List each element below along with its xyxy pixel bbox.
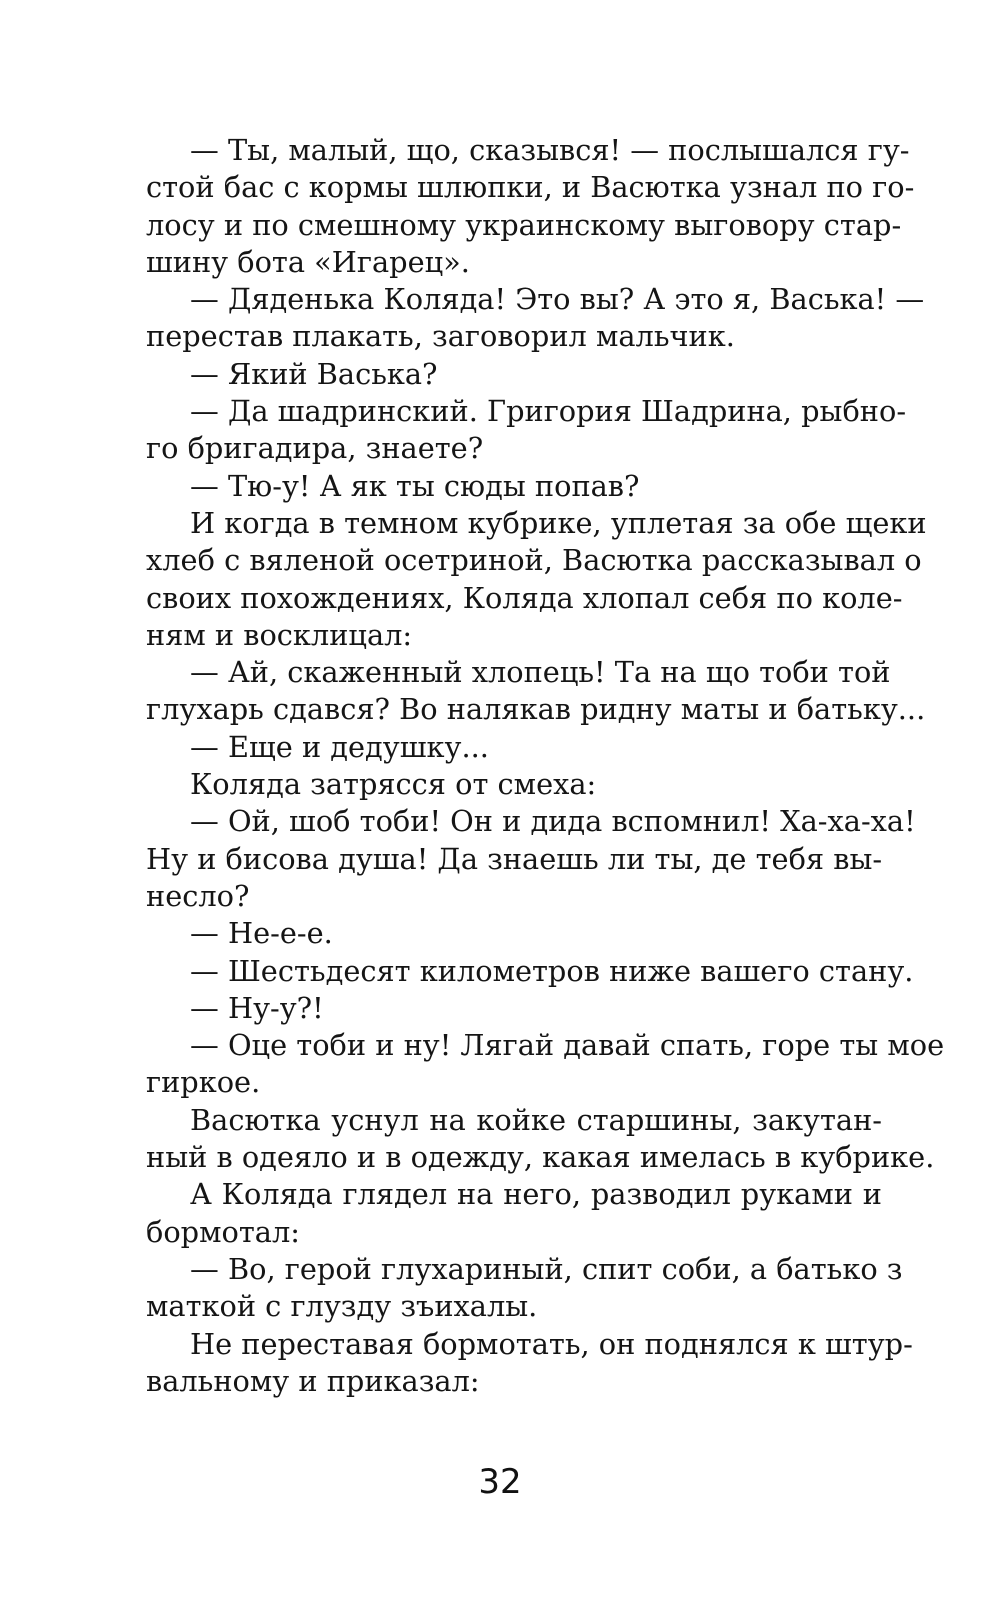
text-line: И когда в темном кубрике, уплетая за обе щеки [190, 505, 927, 540]
text-line: перестав плакать, заговорил мальчик. [146, 319, 735, 354]
text-line: бормотал: [146, 1214, 300, 1249]
text-line: А Коляда глядел на него, разводил руками и [190, 1177, 882, 1212]
text-line: — Шестьдесят километров ниже вашего стану. [190, 953, 914, 988]
text-line: го бригадира, знаете? [146, 431, 484, 466]
text-line: вальному и приказал: [146, 1363, 480, 1398]
text-line: — Да шадринский. Григория Шадрина, рыбно- [190, 394, 907, 429]
body-text [146, 132, 945, 1400]
text-line: — Ну-у?! [190, 990, 324, 1025]
text-line: Ну и бисова душа! Да знаешь ли ты, де тебя вы- [146, 841, 883, 876]
text-line: стой бас с кормы шлюпки, и Васютка узнал по го- [146, 170, 915, 205]
text-line: Не переставая бормотать, он поднялся к штур- [190, 1326, 913, 1361]
page-number: 32 [478, 1462, 522, 1502]
text-line: — Во, герой глухариный, спит соби, а батько з [190, 1251, 903, 1286]
text-line: лосу и по смешному украинскому выговору стар- [146, 207, 902, 242]
text-line: шину бота «Игарец». [146, 244, 470, 279]
text-line: — Оце тоби и ну! Лягай давай спать, горе ты мое [190, 1028, 945, 1063]
text-line: — Який Васька? [190, 356, 438, 391]
text-line: несло? [146, 878, 250, 913]
text-line: маткой с глузду зъихалы. [146, 1289, 538, 1324]
text-line: Васютка уснул на койке старшины, закутан- [190, 1102, 882, 1137]
text-line: — Ой, шоб тоби! Он и дида вспомнил! Ха-ха-ха! [190, 804, 916, 839]
text-line: своих похождениях, Коляда хлопал себя по коле- [146, 580, 903, 615]
text-line: ням и восклицал: [146, 617, 413, 652]
text-line: — Еще и дедушку... [190, 729, 489, 764]
text-line: Коляда затрясся от смеха: [190, 767, 597, 802]
text-line: глухарь сдався? Во налякав ридну маты и батьку... [146, 692, 926, 727]
text-line: — Не-е-е. [190, 916, 333, 951]
text-line: гиркое. [146, 1065, 261, 1100]
text-line: хлеб с вяленой осетриной, Васютка рассказывал о [146, 543, 922, 578]
text-line: — Дяденька Коляда! Это вы? А это я, Васька! — [190, 282, 925, 317]
text-line: — Тю-у! А як ты сюды попав? [190, 468, 640, 503]
text-line: ный в одеяло и в одежду, какая имелась в кубрике. [146, 1140, 935, 1175]
text-line: — Ты, малый, що, сказывся! — послышался гу- [190, 133, 910, 167]
text-line: — Ай, скаженный хлопець! Та на що тоби той [190, 655, 891, 690]
